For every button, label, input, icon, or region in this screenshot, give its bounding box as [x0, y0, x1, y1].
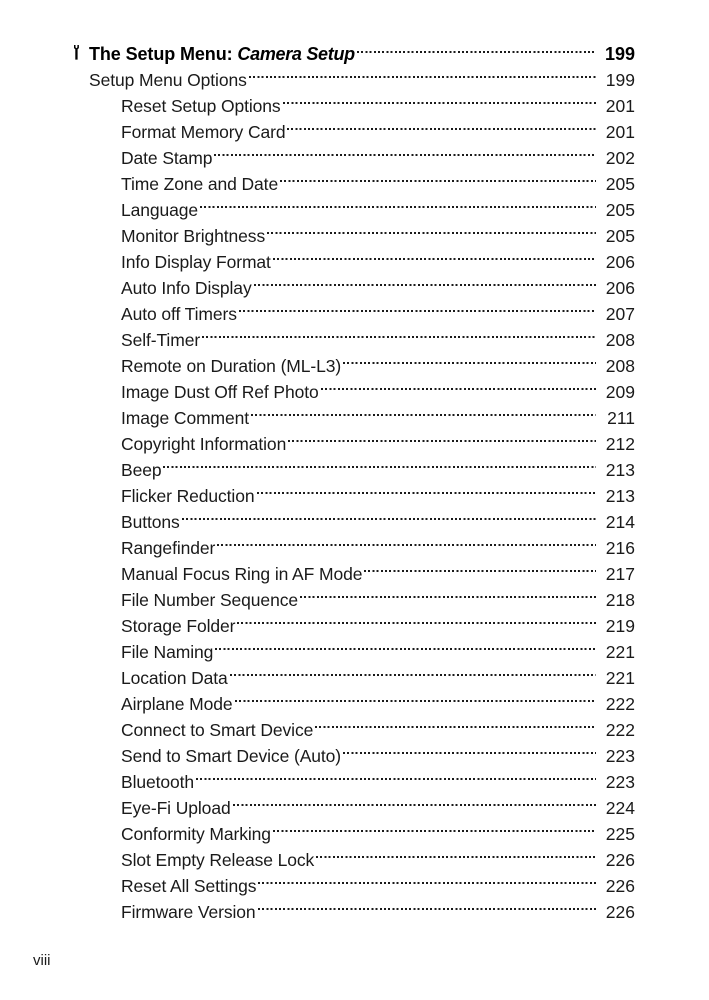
toc-entry-page-number: 201	[605, 122, 635, 142]
toc-entry[interactable]	[0, 34, 709, 64]
toc-entry-page-number: 202	[605, 148, 635, 168]
toc-dot-leader	[200, 190, 596, 216]
toc-entry-label: Language	[121, 200, 199, 220]
toc-entry-page-number: 226	[605, 902, 635, 922]
toc-entry-page-number: 216	[605, 538, 635, 558]
page-folio: viii	[33, 952, 51, 969]
toc-entry-label: Slot Empty Release Lock	[121, 850, 315, 870]
toc-entry-label: Format Memory Card	[121, 122, 286, 142]
toc-entry-label: Eye-Fi Upload	[121, 798, 231, 818]
toc-dot-leader	[283, 86, 596, 112]
toc-entry-label: Flicker Reduction	[121, 486, 255, 506]
toc-dot-leader	[182, 502, 596, 528]
toc-entry-label: Setup Menu Options	[89, 70, 247, 90]
toc-entry-label: File Number Sequence	[121, 590, 298, 610]
toc-entry-page-number: 209	[605, 382, 635, 402]
toc-dot-leader	[280, 164, 596, 190]
toc-dot-leader	[230, 658, 596, 684]
toc-dot-leader	[235, 684, 596, 710]
toc-dot-leader	[233, 788, 596, 814]
toc-entry-page-number: 226	[605, 850, 635, 870]
toc-dot-leader	[214, 138, 596, 164]
toc-dot-leader	[217, 528, 596, 554]
toc-dot-leader	[258, 892, 596, 918]
toc-dot-leader	[163, 450, 596, 476]
toc-entry-page-number: 218	[605, 590, 635, 610]
toc-dot-leader	[196, 762, 596, 788]
toc-dot-leader	[202, 320, 596, 346]
toc-entry-label: Reset All Settings	[121, 876, 257, 896]
toc-entry-page-number: 221	[605, 642, 635, 662]
toc-entry-page-number: 225	[605, 824, 635, 844]
toc-entry-page-number: 208	[605, 330, 635, 350]
toc-dot-leader	[257, 476, 597, 502]
toc-entry-page-number: 205	[605, 226, 635, 246]
toc-dot-leader	[249, 60, 596, 86]
toc-entry-label: Auto Info Display	[121, 278, 252, 298]
toc-entry-label: Manual Focus Ring in AF Mode	[121, 564, 363, 584]
toc-entry-label: Conformity Marking	[121, 824, 271, 844]
toc-dot-leader	[239, 294, 596, 320]
toc-entry-label: The Setup Menu:	[89, 44, 233, 64]
toc-entry-label: Storage Folder	[121, 616, 236, 636]
toc-dot-leader	[364, 554, 596, 580]
toc-entry-page-number: 201	[605, 96, 635, 116]
toc-entry-label: Buttons	[121, 512, 180, 532]
toc-entry-page-number: 207	[605, 304, 635, 324]
toc-entry-label: Connect to Smart Device	[121, 720, 314, 740]
toc-entry-page-number: 221	[605, 668, 635, 688]
toc-entry-page-number: 213	[605, 486, 635, 506]
toc-entry-page-number: 222	[605, 694, 635, 714]
toc-entry-label: Copyright Information	[121, 434, 287, 454]
toc-dot-leader	[287, 112, 596, 138]
toc-entry-page-number: 226	[605, 876, 635, 896]
toc-entry-label: Bluetooth	[121, 772, 195, 792]
toc-entry-page-number: 213	[605, 460, 635, 480]
toc-entry-page-number: 212	[605, 434, 635, 454]
toc-dot-leader	[316, 840, 596, 866]
toc-dot-leader	[215, 632, 596, 658]
toc-entry-label: Airplane Mode	[121, 694, 233, 714]
toc-entry-label: Beep	[121, 460, 162, 480]
toc-entry-page-number: 211	[607, 408, 635, 428]
toc-entry-label: Auto off Timers	[121, 304, 237, 324]
toc-entry-label: Time Zone and Date	[121, 174, 279, 194]
toc-entry-label: Image Comment	[121, 408, 250, 428]
toc-dot-leader	[254, 268, 596, 294]
toc-dot-leader	[273, 242, 596, 268]
toc-entry-label: Send to Smart Device (Auto)	[121, 746, 342, 766]
toc-entry-label: Info Display Format	[121, 252, 271, 272]
toc-entry-page-number: 199	[604, 44, 635, 64]
toc-dot-leader	[251, 398, 596, 424]
toc-dot-leader	[258, 866, 596, 892]
toc-entry-page-number: 222	[605, 720, 635, 740]
toc-entry-list	[0, 34, 709, 922]
toc-entry-label: Self-Timer	[121, 330, 201, 350]
toc-entry-page-number: 223	[605, 746, 635, 766]
wrench-icon	[71, 42, 88, 60]
toc-entry-label: File Naming	[121, 642, 214, 662]
toc-entry-page-number: 199	[605, 70, 635, 90]
toc-entry-label: Monitor Brightness	[121, 226, 266, 246]
toc-entry-page-number: 217	[605, 564, 635, 584]
toc-entry-label: Remote on Duration (ML-L3)	[121, 356, 342, 376]
toc-dot-leader	[273, 814, 596, 840]
toc-dot-leader	[321, 372, 596, 398]
toc-dot-leader	[343, 736, 596, 762]
toc-entry-page-number: 214	[605, 512, 635, 532]
toc-dot-leader	[237, 606, 596, 632]
toc-entry-label: Reset Setup Options	[121, 96, 281, 116]
toc-entry-page-number: 223	[605, 772, 635, 792]
toc-entry-page-number: 224	[605, 798, 635, 818]
toc-dot-leader	[267, 216, 596, 242]
toc-entry-page-number: 206	[605, 278, 635, 298]
toc-entry-page-number: 205	[605, 200, 635, 220]
toc-dot-leader	[288, 424, 596, 450]
toc-entry-label: Rangefinder	[121, 538, 216, 558]
toc-entry-label: Image Dust Off Ref Photo	[121, 382, 319, 402]
toc-dot-leader	[343, 346, 596, 372]
toc-dot-leader	[315, 710, 596, 736]
toc-dot-leader	[357, 34, 596, 60]
toc-entry-label: Date Stamp	[121, 148, 213, 168]
toc-entry-emphasis: Camera Setup	[237, 44, 355, 64]
toc-dot-leader	[300, 580, 596, 606]
toc-entry-page-number: 219	[605, 616, 635, 636]
toc-entry-page-number: 205	[605, 174, 635, 194]
toc-entry-page-number: 206	[605, 252, 635, 272]
toc-entry-label: Firmware Version	[121, 902, 256, 922]
toc-entry-label: Location Data	[121, 668, 228, 688]
toc-entry-page-number: 208	[605, 356, 635, 376]
